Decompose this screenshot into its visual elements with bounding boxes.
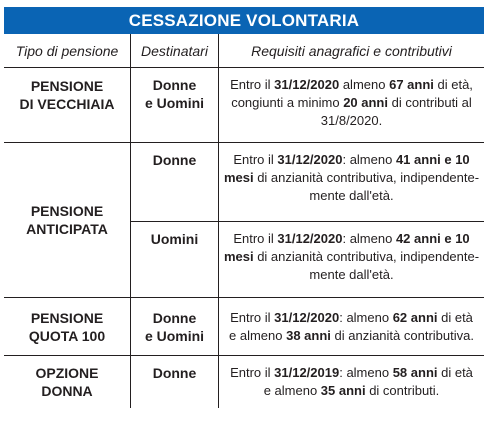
header-tipo: Tipo di pensione bbox=[4, 34, 131, 68]
dest-line-2: e Uomini bbox=[144, 95, 205, 111]
dest-line-1: Donne bbox=[152, 77, 197, 93]
requisiti-vecchiaia: Entro il 31/12/2020 almeno 67 anni di età, congiunti a minimo 20 anni di contributi al 31/8/2020. bbox=[219, 68, 485, 143]
destinatari-anticipata-uomini: Uomini bbox=[131, 222, 219, 298]
requisiti-quota100: Entro il 31/12/2020: almeno 62 anni di età e almeno 38 anni di anzianità contributiva. bbox=[219, 298, 485, 356]
destinatari-anticipata-donne: Donne bbox=[131, 143, 219, 222]
dest-line-2: e Uomini bbox=[144, 327, 205, 344]
tipo-line-1: PENSIONE bbox=[30, 78, 104, 94]
tipo-vecchiaia bbox=[4, 68, 131, 143]
tipo-line-2: DI VECCHIAIA bbox=[19, 96, 115, 112]
table-row-opzione-donna bbox=[4, 356, 484, 408]
tipo-line-1: PENSIONE bbox=[30, 309, 104, 326]
requisiti-anticipata-donne: Entro il 31/12/2020: almeno 41 anni e 10 mesi di anzianità contributiva, indipendente- mente dall'età. bbox=[219, 143, 485, 222]
tipo-line-1: PENSIONE bbox=[30, 203, 104, 219]
tipo-line-2: ANTICIPATA bbox=[26, 221, 108, 237]
header-row bbox=[4, 34, 484, 68]
destinatari-quota100 bbox=[131, 298, 219, 356]
tipo-line-1: OPZIONE bbox=[35, 364, 99, 381]
requisiti-anticipata-uomini: Entro il 31/12/2020: almeno 42 anni e 10 mesi di anzianità contributiva, indipendente- mente dall'età. bbox=[219, 222, 485, 298]
table-row-quota100 bbox=[4, 298, 484, 356]
table-row-anticipata-donne bbox=[4, 143, 484, 222]
header-destinatari: Destinatari bbox=[131, 34, 219, 68]
tipo-line-2: DONNA bbox=[41, 382, 93, 399]
table-row-vecchiaia bbox=[4, 68, 484, 143]
tipo-opzione-donna bbox=[4, 356, 131, 408]
tipo-quota100 bbox=[4, 298, 131, 356]
table-title: CESSAZIONE VOLONTARIA bbox=[4, 7, 484, 34]
destinatari-opzione-donna: Donne bbox=[131, 356, 219, 408]
dest-line-1: Donne bbox=[152, 309, 197, 326]
tipo-anticipata bbox=[4, 143, 131, 298]
header-requisiti: Requisiti anagrafici e contributivi bbox=[219, 34, 485, 68]
document-table-container bbox=[4, 7, 484, 408]
destinatari-vecchiaia bbox=[131, 68, 219, 143]
tipo-line-2: QUOTA 100 bbox=[28, 327, 106, 344]
pension-requirements-table bbox=[4, 34, 484, 408]
requisiti-opzione-donna: Entro il 31/12/2019: almeno 58 anni di età e almeno 35 anni di contributi. bbox=[219, 356, 485, 408]
